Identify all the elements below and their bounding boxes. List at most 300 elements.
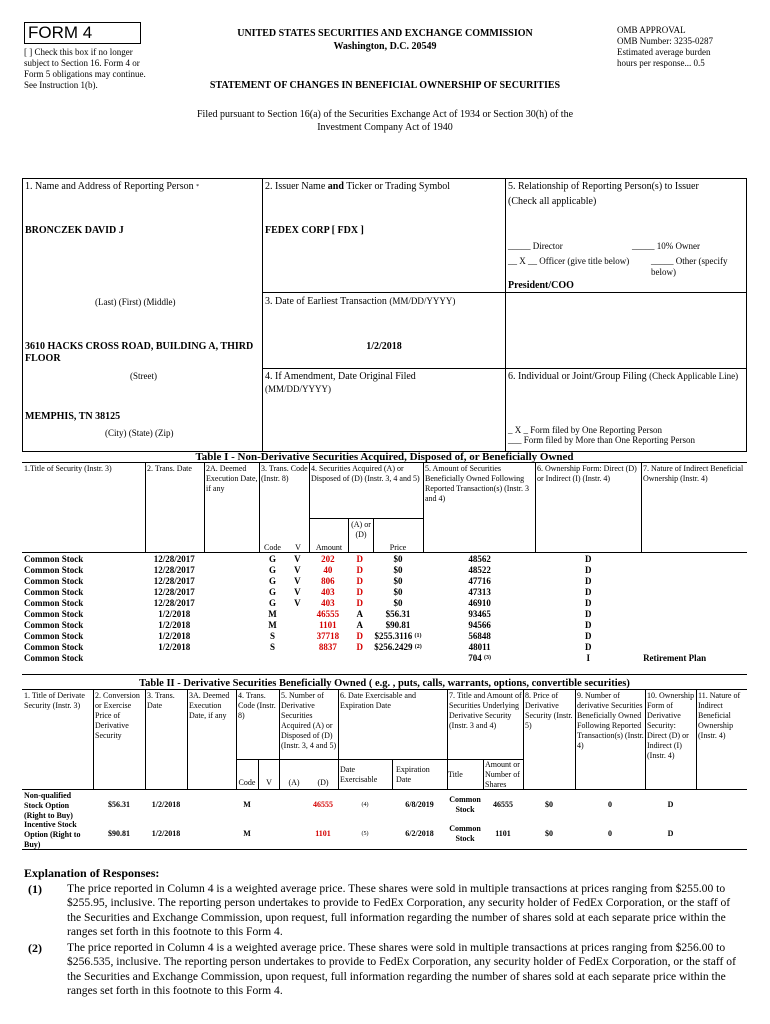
box5-label: 5. Relationship of Reporting Person(s) to Issuer [508,181,699,192]
cell-ad [347,598,372,609]
table-row [22,631,747,642]
cell-owned-value: 46910 [468,598,491,608]
omb-line: Estimated average burden [617,47,711,57]
box1-label [25,181,260,193]
cell-code-value: M [268,620,277,630]
box4-label-fmt: (MM/DD/YYYY) [265,384,331,394]
cell-owned: 0 [608,829,612,838]
t1-h1: 1.Title of Security (Instr. 3) [24,464,112,473]
cell-v [286,576,308,587]
cell-owned-value: 704 [468,653,482,663]
cell-date [145,554,204,565]
street-address: 3610 HACKS CROSS ROAD, BUILDING A, THIRD FLOOR [25,341,254,364]
footnote-text: The price reported in Column 4 is a weighted average price. These shares were sold in multiple transactions at prices ranging from $255.00 to $255.95, inclusive. The reporting person undertakes to provide to FedEx Corporation, any security holder of FedEx Corporation, or the staff of the Securities and Exchange Commission, upon request, full information regarding the number of shares sold at each separate price within the ranges set forth in this footnote to this Form 4. [67,882,731,938]
cell-title-value: Common Stock [24,653,84,663]
cell-price [372,620,424,631]
cell-owned [424,554,536,565]
box2-label-and: and [327,181,344,192]
cell-date-value: 12/28/2017 [153,565,195,575]
cell-title: Non-qualified Stock Option (Right to Buy) [24,791,73,820]
table2-title: Table II - Derivative Securities Beneficially Owned ( e.g. , puts, calls, warrants, options, convertible securities) [139,678,630,689]
t1-h6: 6. Ownership Form: Direct (D) or Indirect (I) (Instr. 4) [537,464,637,483]
cell-amount [308,587,347,598]
cell-price-value: $0 [393,587,403,597]
cell-owned-value: 48011 [468,642,491,652]
cell-owned [424,653,536,664]
t2-h1: 1. Title of Derivate Security (Instr. 3) [24,691,85,710]
cell-owned-value: 47313 [468,587,491,597]
cell-price [372,565,424,576]
cell-owned [424,565,536,576]
cell-form [535,620,641,631]
cell-exp: 6/2/2018 [405,829,434,838]
t2-sub-date-ex: Date Exercisable [340,765,378,784]
t2-h7: 7. Title and Amount of Securities Underlying Derivative Security (Instr. 3 and 4) [449,691,522,730]
t2-sub-title: Title [448,770,463,779]
cell-date [145,631,204,642]
cell-form: D [667,800,674,809]
cell-code [259,587,287,598]
cell-form [535,653,641,664]
statement-title: STATEMENT OF CHANGES IN BENEFICIAL OWNERSHIP OF SECURITIES [209,80,561,91]
cell-owned-value: 47716 [468,576,491,586]
cell-v-value: V [294,587,301,597]
cell-ad [347,631,372,642]
cell-ad-value: D [356,587,364,597]
cell-owned-value: 56848 [468,631,491,641]
table1-rows [22,554,747,664]
cell-utitle: Common Stock [449,795,481,814]
footnote-ref: (2) [414,644,422,650]
cell-amount [308,554,347,565]
cell-date [145,620,204,631]
street-label: (Street) [130,371,157,381]
cell-v [286,631,308,642]
cell-uamount: 46555 [493,800,513,809]
cell-title [22,642,145,653]
cell-title [22,587,145,598]
cell-title-value: Common Stock [24,554,84,564]
cell-price [372,653,424,664]
box3-label-text: 3. Date of Earliest Transaction [265,296,387,307]
box4-label: 4. If Amendment, Date Original Filed [265,371,416,382]
cell-owned [424,620,536,631]
cell-price-value: $256.2429 [374,642,413,652]
t2-h10: 10. Ownership Form of Derivative Security: Direct (D) or Indirect (I) (Instr. 4) [647,691,695,760]
table-row [22,576,747,587]
cell-v [286,642,308,653]
director-option: _____ Director [508,241,563,251]
cell-date: 1/2/2018 [151,800,181,809]
cell-deemed [204,587,259,598]
agency-line2: Washington, D.C. 20549 [333,41,437,52]
cell-title [22,598,145,609]
cell-code [259,631,287,642]
omb-line: OMB APPROVAL [617,25,686,35]
cell-v-value: V [294,565,301,575]
cell-title-value: Common Stock [24,620,84,630]
cell-ad [347,576,372,587]
cell-price-value: $0 [393,554,403,564]
cell-form-value: D [585,620,592,630]
cell-ad-value: A [356,620,364,630]
cell-amount [308,565,347,576]
city-state-zip: MEMPHIS, TN 38125 [25,411,121,422]
cell-exfn: (4) [361,802,369,808]
cell-d: 1101 [315,829,331,838]
cell-exfn: (5) [361,831,369,837]
cell-v-value: V [294,598,301,608]
cell-code [259,565,287,576]
box2-label [265,181,503,193]
earliest-transaction-date: 1/2/2018 [366,341,402,352]
omb-line: hours per response... 0.5 [617,58,705,68]
cell-price [372,609,424,620]
t1-h2a: 2A. Deemed Execution Date, if any [206,464,258,493]
cell-ad [347,653,372,664]
cell-deemed [204,631,259,642]
cell-ad [347,587,372,598]
cell-amount-value: 1101 [319,620,337,630]
cell-nature [641,565,747,576]
cell-price: $56.31 [108,800,130,809]
cell-price: $90.81 [108,829,130,838]
cell-date-value: 1/2/2018 [158,620,191,630]
cell-form [535,642,641,653]
box2-label-pre: 2. Issuer Name [265,181,328,192]
t2-sub-code: Code [238,778,256,787]
cell-nature [641,631,747,642]
table1-title: Table I - Non-Derivative Securities Acquired, Disposed of, or Beneficially Owned [195,451,574,463]
cell-deemed [204,609,259,620]
cell-deemed [204,598,259,609]
cell-deemed [204,576,259,587]
cell-title-value: Common Stock [24,598,84,608]
cell-date [145,609,204,620]
table-row [22,609,747,620]
table-row [22,620,747,631]
t2-h8: 8. Price of Derivative Security (Instr. 5) [525,691,573,730]
cell-date-value: 12/28/2017 [153,554,195,564]
city-label: (City) (State) (Zip) [105,428,174,438]
cell-code-value: S [269,631,275,641]
cell-title [22,609,145,620]
cell-date [145,598,204,609]
cell-v [286,554,308,565]
cell-nature [641,554,747,565]
cell-date [145,642,204,653]
footnote-ref: (1) [414,633,422,639]
cell-code [259,576,287,587]
t1-sub-v: V [295,543,301,552]
cell-owned [424,631,536,642]
cell-price-value: $0 [393,598,403,608]
cell-date [145,653,204,664]
cell-form-value: I [586,653,590,663]
t1-sub-amount: Amount [315,543,343,552]
cell-title: Incentive Stock Option (Right to Buy) [24,820,81,849]
cell-date [145,587,204,598]
cell-code [259,653,287,664]
table-row [22,642,747,653]
cell-date-value: 1/2/2018 [158,642,191,652]
cell-date-value: 1/2/2018 [158,631,191,641]
cell-price-value: $0 [393,565,403,575]
table-row [22,554,747,565]
cell-price [372,587,424,598]
t1-sub-aord: (A) or (D) [351,520,371,539]
cell-deemed [204,620,259,631]
filed-pursuant-2: Investment Company Act of 1940 [317,122,453,133]
cell-code-value: G [268,598,276,608]
omb-approval [617,25,757,69]
cell-form-value: D [585,631,592,641]
footnote-text: The price reported in Column 4 is a weighted average price. These shares were sold in multiple transactions at prices ranging from $256.00 to $256.535, inclusive. The reporting person undertakes to provide to FedEx Corporation, any security holder of FedEx Corporation, or the staff of the Securities and Exchange Commission, upon request, full information regarding the number of shares sold at each separate price within the ranges set forth in this footnote to this Form 4. [67,941,736,997]
cell-title-value: Common Stock [24,587,84,597]
cell-ad-value: D [356,631,364,641]
cell-code-value: G [268,576,276,586]
cell-d: 46555 [313,800,333,809]
t1-h7: 7. Nature of Indirect Beneficial Ownership (Instr. 4) [643,464,744,483]
cell-price [372,631,424,642]
cell-price [372,598,424,609]
cell-nature-value: Retirement Plan [643,653,707,663]
cell-code [259,620,287,631]
footnote-ref: (3) [483,655,491,661]
cell-nature [641,587,747,598]
cell-nature [641,653,747,664]
box3-label [265,296,503,308]
reporting-grid [22,178,747,452]
cell-title-value: Common Stock [24,609,84,619]
cell-amount-value: 8837 [318,642,337,652]
cell-form [535,565,641,576]
box1-label-text: 1. Name and Address of Reporting Person [25,181,194,192]
cell-owned-value: 94566 [468,620,491,630]
cell-form [535,609,641,620]
cell-ad-value: D [356,576,364,586]
box2-label-post: Ticker or Trading Symbol [343,181,451,192]
table-row [22,587,747,598]
cell-code-value: G [268,587,276,597]
cell-v [286,609,308,620]
cell-date-value: 12/28/2017 [153,598,195,608]
cell-amount [308,631,347,642]
t2-sub-exp: Expiration Date [396,765,430,784]
officer-option: __ X __ Officer (give title below) [508,256,630,266]
cell-ad-value: D [356,565,364,575]
cell-owned-value: 48562 [468,554,491,564]
cell-title-value: Common Stock [24,631,84,641]
t2-sub-amount: Amount or Number of Shares [485,760,520,789]
cell-date-value: 1/2/2018 [158,609,191,619]
cell-title [22,631,145,642]
cell-date: 1/2/2018 [151,829,181,838]
agency-line1: UNITED STATES SECURITIES AND EXCHANGE COMMISSION [237,28,533,39]
cell-date [145,576,204,587]
cell-code [259,642,287,653]
issuer-name: FEDEX CORP [ FDX ] [265,225,364,236]
t1-h4: 4. Securities Acquired (A) or Disposed of (D) (Instr. 3, 4 and 5) [311,464,420,483]
cell-nature [641,642,747,653]
cell-owned [424,576,536,587]
t2-h6: 6. Date Exercisable and Expiration Date [340,691,416,710]
cell-deemed [204,653,259,664]
cell-ad [347,620,372,631]
cell-v [286,620,308,631]
cell-title-value: Common Stock [24,576,84,586]
form-title: FORM 4 [24,22,141,44]
box3-label-fmt: (MM/DD/YYYY) [389,296,456,306]
cell-owned [424,609,536,620]
cell-form [535,554,641,565]
box6-label-note: (Check Applicable Line) [649,371,739,381]
cell-amount [308,609,347,620]
cell-dprice: $0 [545,800,553,809]
cell-price [372,576,424,587]
t1-sub-code: Code [264,543,281,552]
cell-nature [641,598,747,609]
cell-code: M [243,829,251,838]
cell-price-value: $255.3116 [374,631,413,641]
cell-ad-value: D [356,598,364,608]
name-parts-label: (Last) (First) (Middle) [95,297,176,307]
t2-sub-a: (A) [288,778,300,787]
officer-title: President/COO [508,280,574,291]
cell-form-value: D [585,609,592,619]
cell-deemed [204,554,259,565]
cell-owned: 0 [608,800,612,809]
cell-title [22,620,145,631]
cell-code-value: M [268,609,277,619]
cell-owned [424,642,536,653]
cell-amount [308,598,347,609]
checkbox-note: [ ] Check this box if no longer subject to Section 16. Form 4 or Form 5 obligations may continue. See Instruction 1(b). [24,47,146,90]
omb-line: OMB Number: 3235-0287 [617,36,713,46]
t2-sub-d: (D) [317,778,329,787]
other-option: _____ Other (specify below) [651,256,728,277]
cell-code-value: S [269,642,275,652]
cell-ad [347,554,372,565]
cell-exp: 6/8/2019 [405,800,434,809]
t1-sub-price: Price [389,543,407,552]
filed-by-more: ___ Form filed by More than One Reporting Person [508,435,695,445]
cell-utitle: Common Stock [449,824,481,843]
cell-amount-value: 202 [321,554,335,564]
cell-form-value: D [585,598,592,608]
cell-code [259,554,287,565]
filed-pursuant-1: Filed pursuant to Section 16(a) of the Securities Exchange Act of 1934 or Section 30(h) of the [196,109,574,120]
cell-v [286,587,308,598]
cell-deemed [204,565,259,576]
cell-price-value: $56.31 [385,609,411,619]
t2-h3: 3. Trans. Date [147,691,175,710]
cell-date-value: 12/28/2017 [153,576,195,586]
cell-amount [308,620,347,631]
cell-title [22,653,145,664]
cell-amount-value: 403 [321,598,335,608]
t2-h9: 9. Number of derivative Securities Beneficially Owned Following Reported Transaction(s) (Instr. 4) [577,691,644,750]
cell-form [535,631,641,642]
t2-h4: 4. Trans. Code (Instr. 8) [238,691,276,720]
cell-amount [308,576,347,587]
cell-amount-value: 37718 [316,631,340,641]
cell-amount-value: 403 [321,587,335,597]
cell-nature [641,576,747,587]
footnote-number: (2) [28,941,42,955]
cell-nature [641,620,747,631]
cell-form-value: D [585,642,592,652]
filed-by-one: _ X _ Form filed by One Reporting Person [508,425,662,435]
table-row [22,598,747,609]
cell-amount-value: 40 [323,565,333,575]
box1-label-sup: * [196,184,200,190]
footnote-number: (1) [28,882,42,896]
cell-price [372,642,424,653]
cell-ad-value: D [356,642,364,652]
cell-dprice: $0 [545,829,553,838]
cell-title [22,576,145,587]
cell-form-value: D [585,565,592,575]
cell-form-value: D [585,576,592,586]
cell-date [145,565,204,576]
cell-ad [347,565,372,576]
cell-ad [347,609,372,620]
box5-label2: (Check all applicable) [508,196,597,207]
cell-form [535,598,641,609]
cell-uamount: 1101 [495,829,511,838]
cell-form-value: D [585,554,592,564]
cell-deemed [204,642,259,653]
table-row [22,565,747,576]
cell-v-value: V [294,554,301,564]
t2-h2: 2. Conversion or Exercise Price of Derivative Security [95,691,140,740]
cell-price-value: $0 [393,576,403,586]
cell-owned [424,587,536,598]
t1-h3: 3. Trans. Code (Instr. 8) [261,464,308,483]
box6-label [508,371,746,383]
cell-price-value: $90.81 [385,620,411,630]
t2-h11: 11. Nature of Indirect Beneficial Ownership (Instr. 4) [698,691,741,740]
cell-code [259,609,287,620]
cell-v-value: V [294,576,301,586]
cell-code: M [243,800,251,809]
cell-price [372,554,424,565]
cell-amount [308,642,347,653]
cell-owned [424,598,536,609]
cell-title [22,554,145,565]
t1-h2: 2. Trans. Date [147,464,192,473]
box6-label-text: 6. Individual or Joint/Group Filing [508,371,647,382]
cell-form [535,587,641,598]
t2-sub-v: V [266,778,272,787]
cell-amount-value: 46555 [316,609,340,619]
cell-ad-value: D [356,554,364,564]
cell-nature [641,609,747,620]
cell-form-value: D [585,587,592,597]
t1-h5: 5. Amount of Securities Beneficially Owned Following Reported Transaction(s) (Instr. 3 and 4) [425,464,529,503]
cell-owned-value: 93465 [468,609,491,619]
cell-code [259,598,287,609]
cell-form: D [667,829,674,838]
cell-title-value: Common Stock [24,642,84,652]
cell-amount-value: 806 [321,576,335,586]
ten-percent-option: _____ 10% Owner [632,241,700,251]
table-row [22,653,747,664]
cell-v [286,653,308,664]
cell-v [286,598,308,609]
cell-v [286,565,308,576]
